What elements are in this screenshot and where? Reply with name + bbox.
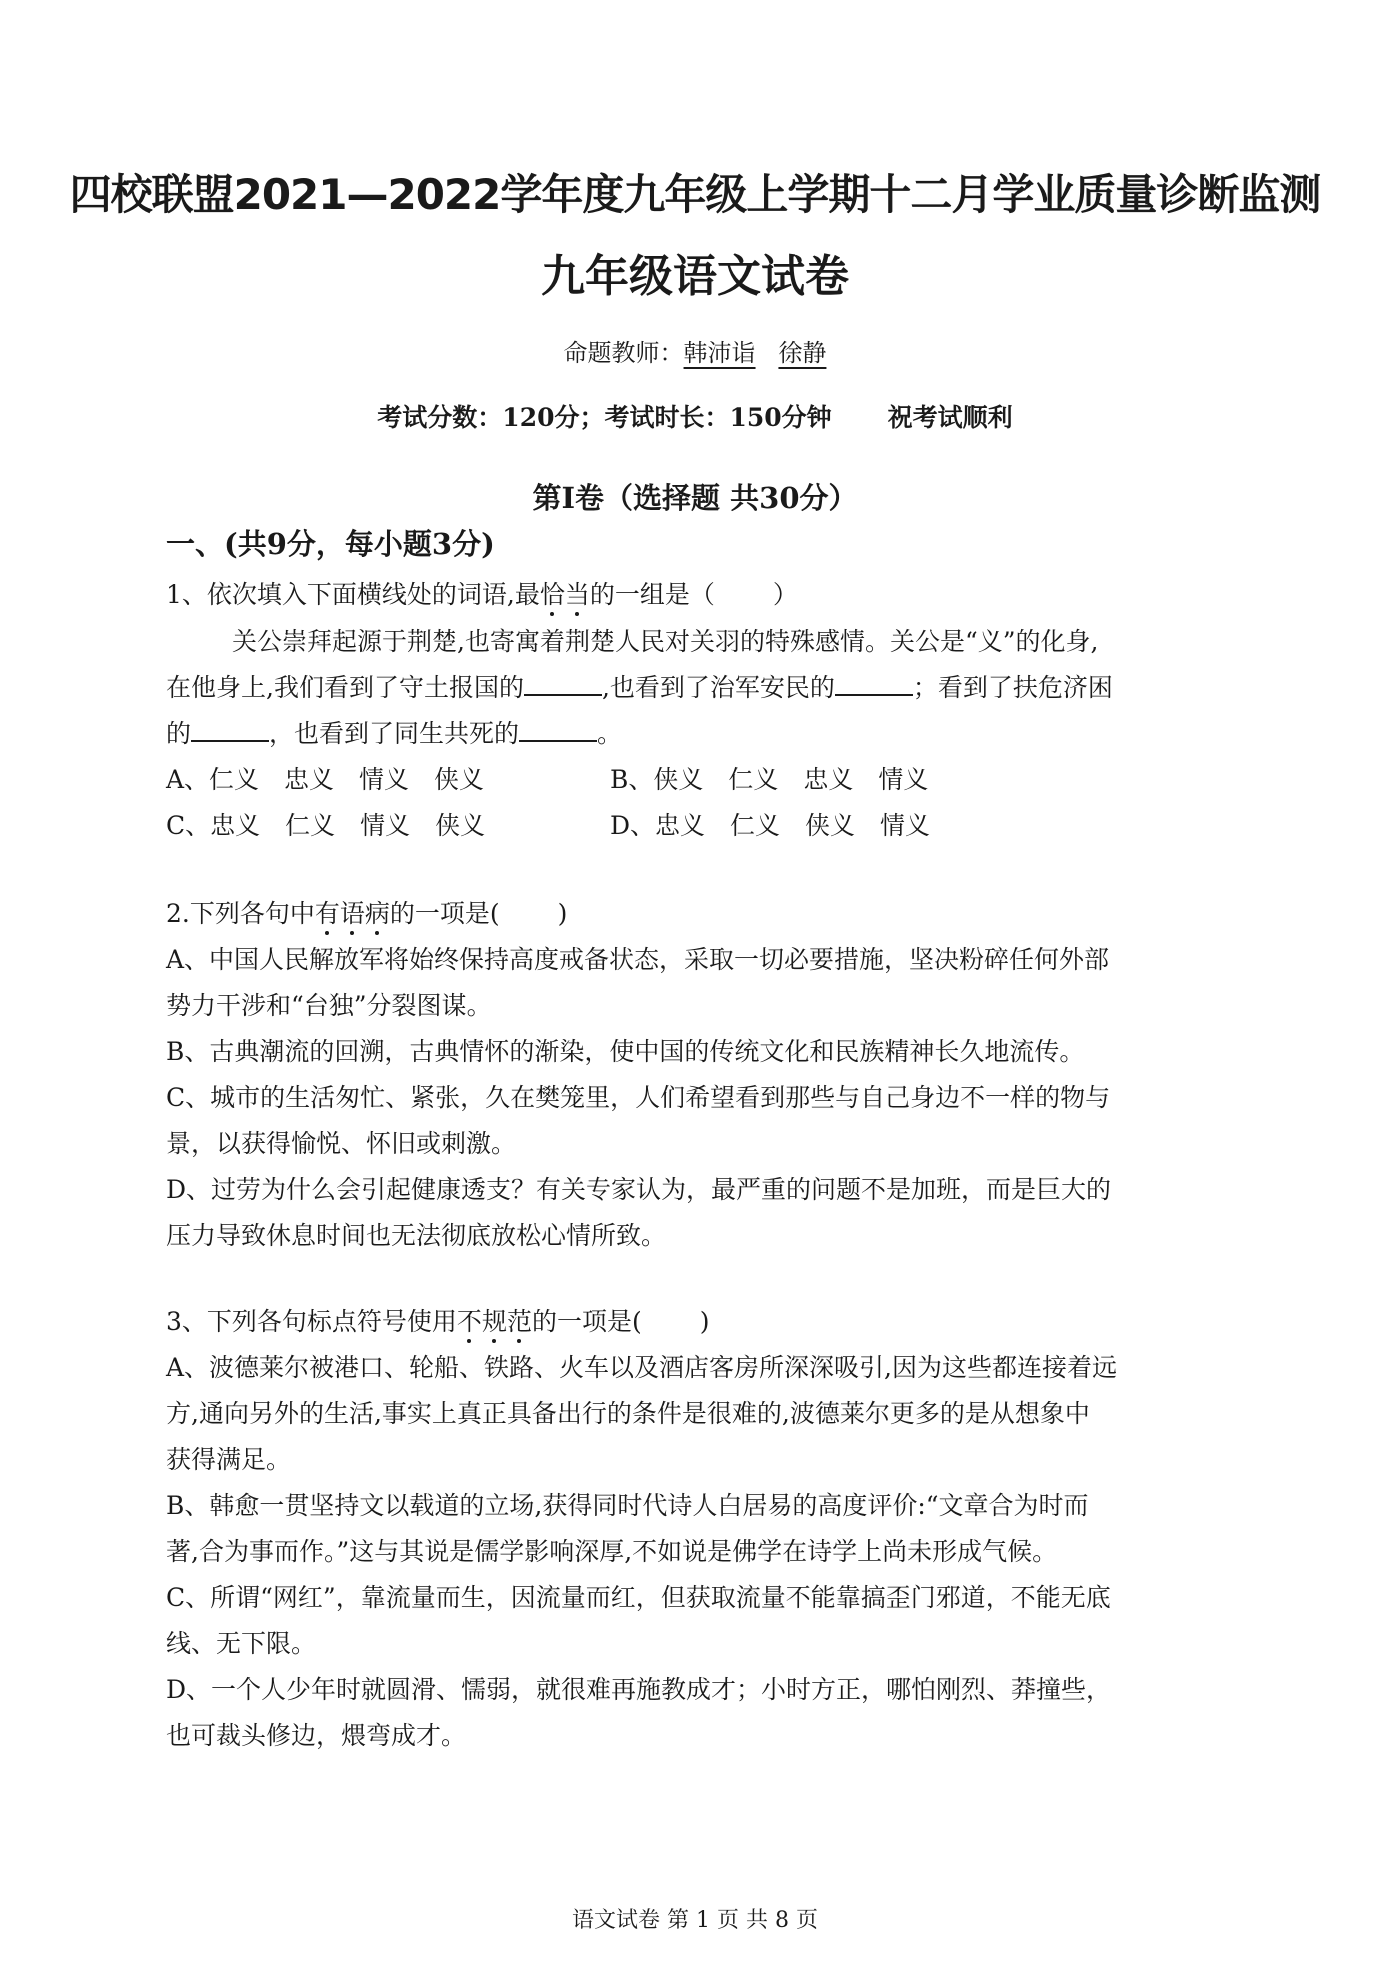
q2-option-c-line-1: C、城市的生活匆忙、紧张，久在樊笼里，人们希望看到那些与自己身边不一样的物与: [166, 1083, 1111, 1112]
q2-stem-text: 的一项是(: [389, 899, 500, 928]
q1-passage-line-2: [166, 668, 1113, 704]
authors-label: 命题教师：: [563, 339, 684, 367]
q3-option-d-line-2: 也可裁头修边，煨弯成才。: [166, 1721, 467, 1750]
q2-option-d-line-2: 压力导致休息时间也无法彻底放松心情所致。: [166, 1221, 667, 1250]
part-title: 第Ⅰ卷（选择题 共30分）: [532, 481, 858, 515]
q2-option-d-line-1: D、过劳为什么会引起健康透支？有关专家认为，最严重的问题不是加班，而是巨大的: [166, 1175, 1112, 1204]
q3-option-a-line-1: A、波德莱尔被港口、轮船、铁路、火车以及酒店客房所深深吸引,因为这些都连接着远: [166, 1353, 1118, 1382]
passage-text: 在他身上,我们看到了守土报国的: [166, 673, 524, 702]
exam-info-line: [0, 398, 1390, 434]
exam-blessing: 祝考试顺利: [887, 403, 1013, 432]
q1-option-a: A、仁义 忠义 情义 侠义: [166, 765, 485, 794]
q2-option-c-line-2: 景，以获得愉悦、怀旧或刺激。: [166, 1129, 517, 1158]
q3-stem-close: ): [699, 1307, 710, 1336]
q1-stem-text: 1、依次填入下面横线处的词语,最: [166, 580, 540, 609]
q3-stem-text: 的一项是(: [531, 1307, 642, 1336]
q1-stem: [166, 575, 798, 611]
q1-passage-line-3: [166, 714, 622, 750]
passage-text: 。: [597, 719, 623, 748]
q3-option-a-line-2: 方,通向另外的生活,事实上真正具备出行的条件是很难的,波德莱尔更多的是从想象中: [166, 1399, 1090, 1428]
passage-text: ,也看到了治军安民的: [601, 673, 835, 702]
q1-stem-text: 的一组是（: [589, 580, 715, 609]
emphasis-char: 病: [364, 899, 390, 928]
q2-option-a-line-2: 势力干涉和“台独”分裂图谋。: [166, 991, 492, 1020]
authors-line: [0, 333, 1390, 368]
q2-stem-text: 2.下列各句中: [166, 899, 315, 928]
emphasis-char: 有: [314, 899, 340, 928]
q3-option-d-line-1: D、一个人少年时就圆滑、懦弱，就很难再施教成才；小时方正，哪怕刚烈、莽撞些，: [166, 1675, 1112, 1704]
q1-option-b: B、侠义 仁义 忠义 情义: [610, 765, 929, 794]
emphasis-char: 范: [506, 1307, 532, 1336]
section-title: 一、(共9分，每小题3分): [166, 527, 495, 561]
passage-text: ；看到了扶危济困: [912, 673, 1113, 702]
q2-stem-close: ): [557, 899, 568, 928]
passage-text: 的: [166, 719, 192, 748]
q3-option-c-line-2: 线、无下限。: [166, 1629, 317, 1658]
q1-passage-line-1: 关公崇拜起源于荆楚,也寄寓着荆楚人民对关羽的特殊感情。关公是“义”的化身,: [232, 627, 1099, 656]
emphasis-char: 语: [339, 899, 365, 928]
emphasis-char: 规: [481, 1307, 507, 1336]
q3-option-c-line-1: C、所谓“网红”，靠流量而生，因流量而红，但获取流量不能靠搞歪门邪道，不能无底: [166, 1583, 1111, 1612]
q3-stem: [166, 1302, 710, 1338]
q2-option-b: B、古典潮流的回溯，古典情怀的渐染，使中国的传统文化和民族精神长久地流传。: [166, 1037, 1085, 1066]
emphasis-char: 恰: [539, 580, 565, 609]
exam-score-duration: 考试分数：120分；考试时长：150分钟: [377, 403, 832, 432]
fill-blank: [191, 720, 269, 742]
fill-blank: [524, 674, 602, 696]
q3-stem-text: 3、下列各句标点符号使用: [166, 1307, 457, 1336]
passage-text: ，也看到了同生共死的: [269, 719, 520, 748]
q1-option-d: D、忠义 仁义 侠义 情义: [610, 811, 931, 840]
exam-title: 四校联盟2021—2022学年度九年级上学期十二月学业质量诊断监测: [69, 170, 1321, 219]
q3-option-b-line-1: B、韩愈一贯坚持文以载道的立场,获得同时代诗人白居易的高度评价:“文章合为时而: [166, 1491, 1089, 1520]
author-name-1: 韩沛诣: [683, 339, 756, 367]
author-name-2: 徐静: [778, 339, 827, 367]
q2-option-a-line-1: A、中国人民解放军将始终保持高度戒备状态，采取一切必要措施，坚决粉碎任何外部: [166, 945, 1110, 974]
page-footer: 语文试卷 第 1 页 共 8 页: [572, 1908, 818, 1933]
q1-stem-close: ）: [772, 580, 798, 609]
emphasis-char: 不: [456, 1307, 482, 1336]
fill-blank: [835, 674, 913, 696]
q3-option-b-line-2: 著,合为事而作。”这与其说是儒学影响深厚,不如说是佛学在诗学上尚未形成气候。: [166, 1537, 1058, 1566]
fill-blank: [519, 720, 597, 742]
emphasis-char: 当: [564, 580, 590, 609]
q3-option-a-line-3: 获得满足。: [166, 1445, 292, 1474]
q2-stem: [166, 894, 567, 930]
exam-subtitle: 九年级语文试卷: [541, 251, 849, 302]
q1-option-c: C、忠义 仁义 情义 侠义: [166, 811, 486, 840]
